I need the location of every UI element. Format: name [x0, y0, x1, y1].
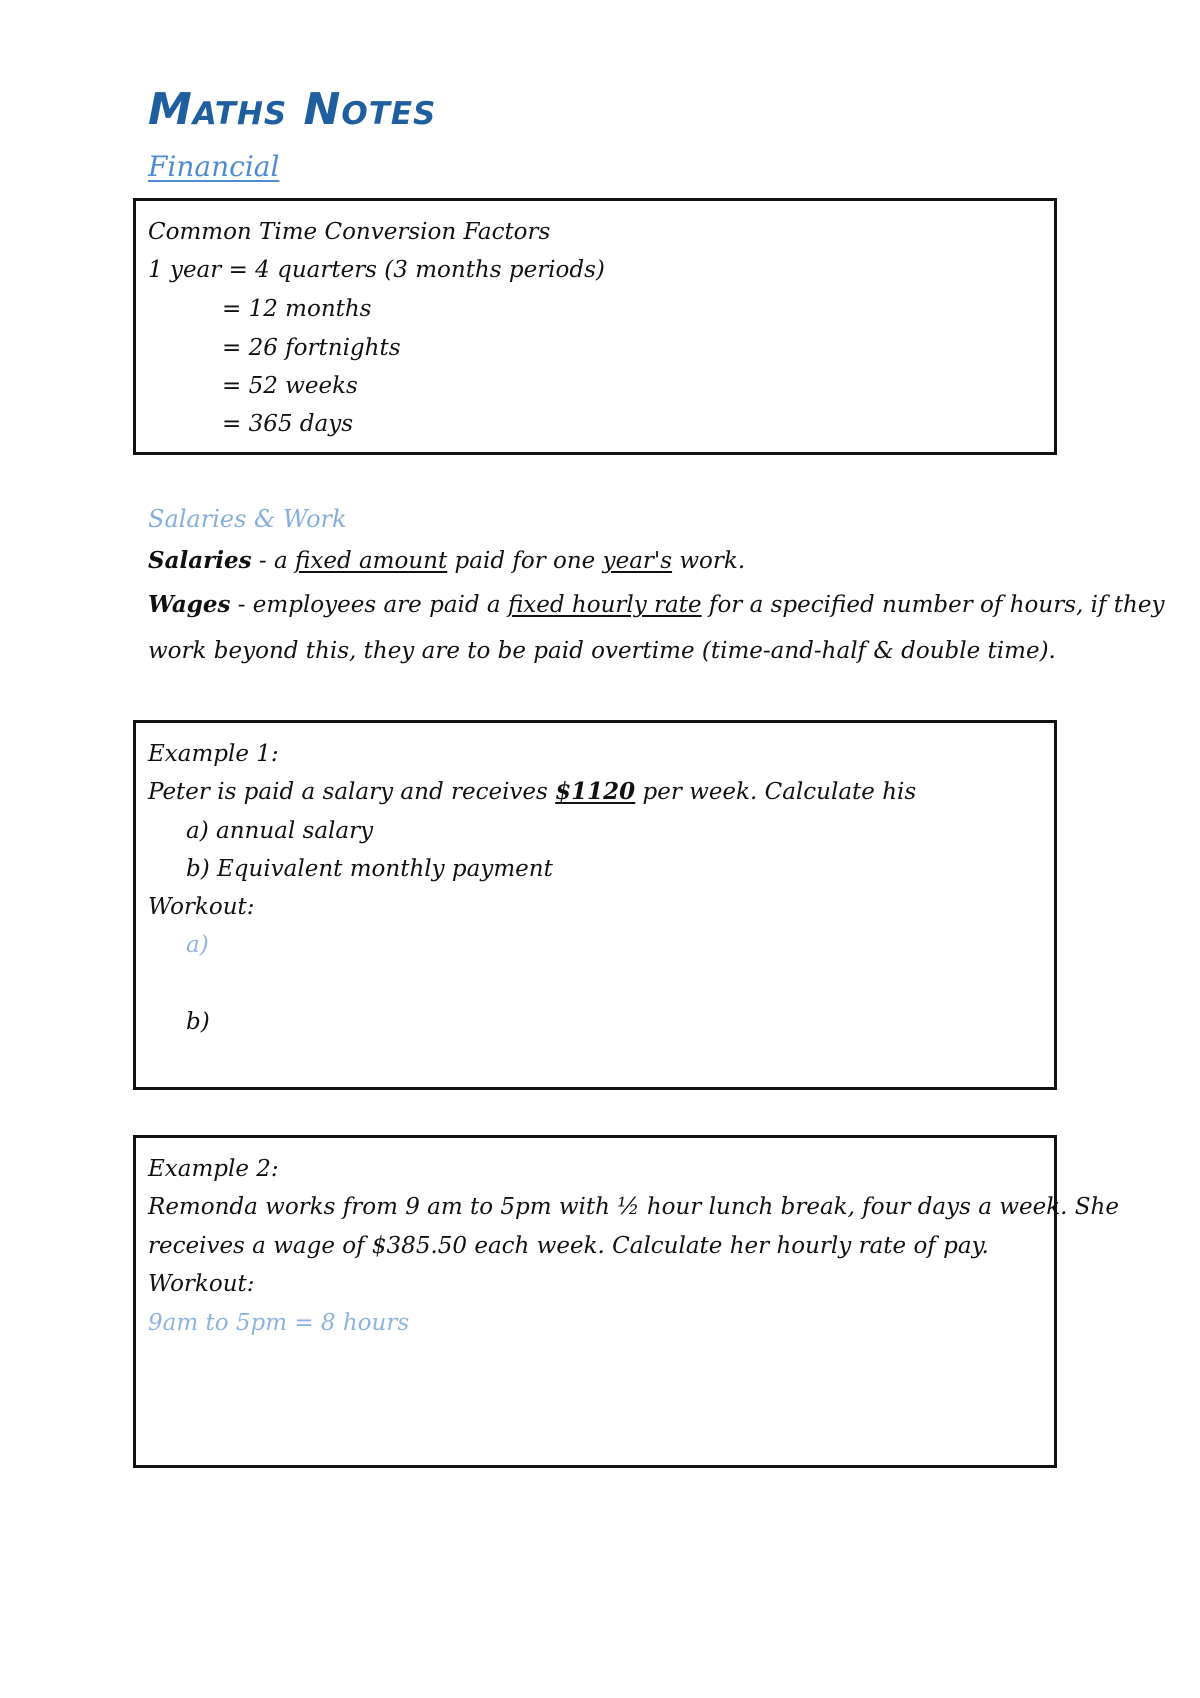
- question-text: Peter is paid a salary and receives: [148, 779, 556, 805]
- question-text: per week. Calculate his: [635, 779, 917, 805]
- salaries-definition: [148, 546, 745, 576]
- example-2-question-continued: receives a wage of $385.50 each week. Calculate her hourly rate of pay.: [148, 1233, 989, 1259]
- example-2-heading: Example 2:: [148, 1156, 279, 1182]
- example-1-box: [133, 720, 1057, 1090]
- conversion-factors-box: [133, 198, 1057, 455]
- salaries-term: Salaries: [148, 547, 252, 574]
- conversion-heading: Common Time Conversion Factors: [148, 219, 551, 245]
- salaries-work-heading: Salaries & Work: [148, 505, 347, 533]
- underlined-phrase: year's: [602, 548, 673, 574]
- section-title-financial: Financial: [148, 150, 280, 183]
- example-1-answer-b: b): [186, 1009, 210, 1035]
- wages-definition: [148, 590, 1164, 620]
- example-1-heading: Example 1:: [148, 741, 279, 767]
- example-1-question: [148, 777, 916, 807]
- definition-text: for a specified number of hours, if they: [701, 592, 1165, 618]
- underlined-phrase: fixed amount: [295, 548, 448, 574]
- definition-text: work.: [672, 548, 746, 574]
- salary-amount: $1120: [555, 778, 636, 805]
- example-1-answer-a: a): [186, 932, 209, 958]
- example-2-question: Remonda works from 9 am to 5pm with ½ hour lunch break, four days a week. She: [148, 1194, 1119, 1220]
- example-1-part-a: a) annual salary: [186, 818, 374, 844]
- example-2-answer-line: 9am to 5pm = 8 hours: [148, 1310, 410, 1336]
- conversion-line: = 365 days: [222, 411, 354, 437]
- example-2-box: [133, 1135, 1119, 1468]
- example-1-part-b: b) Equivalent monthly payment: [186, 856, 553, 882]
- wages-term: Wages: [148, 591, 231, 618]
- example-2-workout-label: Workout:: [148, 1271, 255, 1297]
- conversion-line: = 52 weeks: [222, 373, 358, 399]
- definition-text: - employees are paid a: [230, 592, 508, 618]
- page-title: Maths Notes: [148, 84, 437, 135]
- conversion-line: = 26 fortnights: [222, 335, 401, 361]
- example-1-workout-label: Workout:: [148, 894, 255, 920]
- underlined-phrase: fixed hourly rate: [507, 592, 702, 618]
- conversion-line: 1 year = 4 quarters (3 months periods): [148, 257, 605, 283]
- conversion-line: = 12 months: [222, 296, 372, 322]
- wages-definition-continued: work beyond this, they are to be paid overtime (time-and-half & double time).: [148, 638, 1056, 664]
- definition-text: - a: [251, 548, 296, 574]
- definition-text: paid for one: [447, 548, 603, 574]
